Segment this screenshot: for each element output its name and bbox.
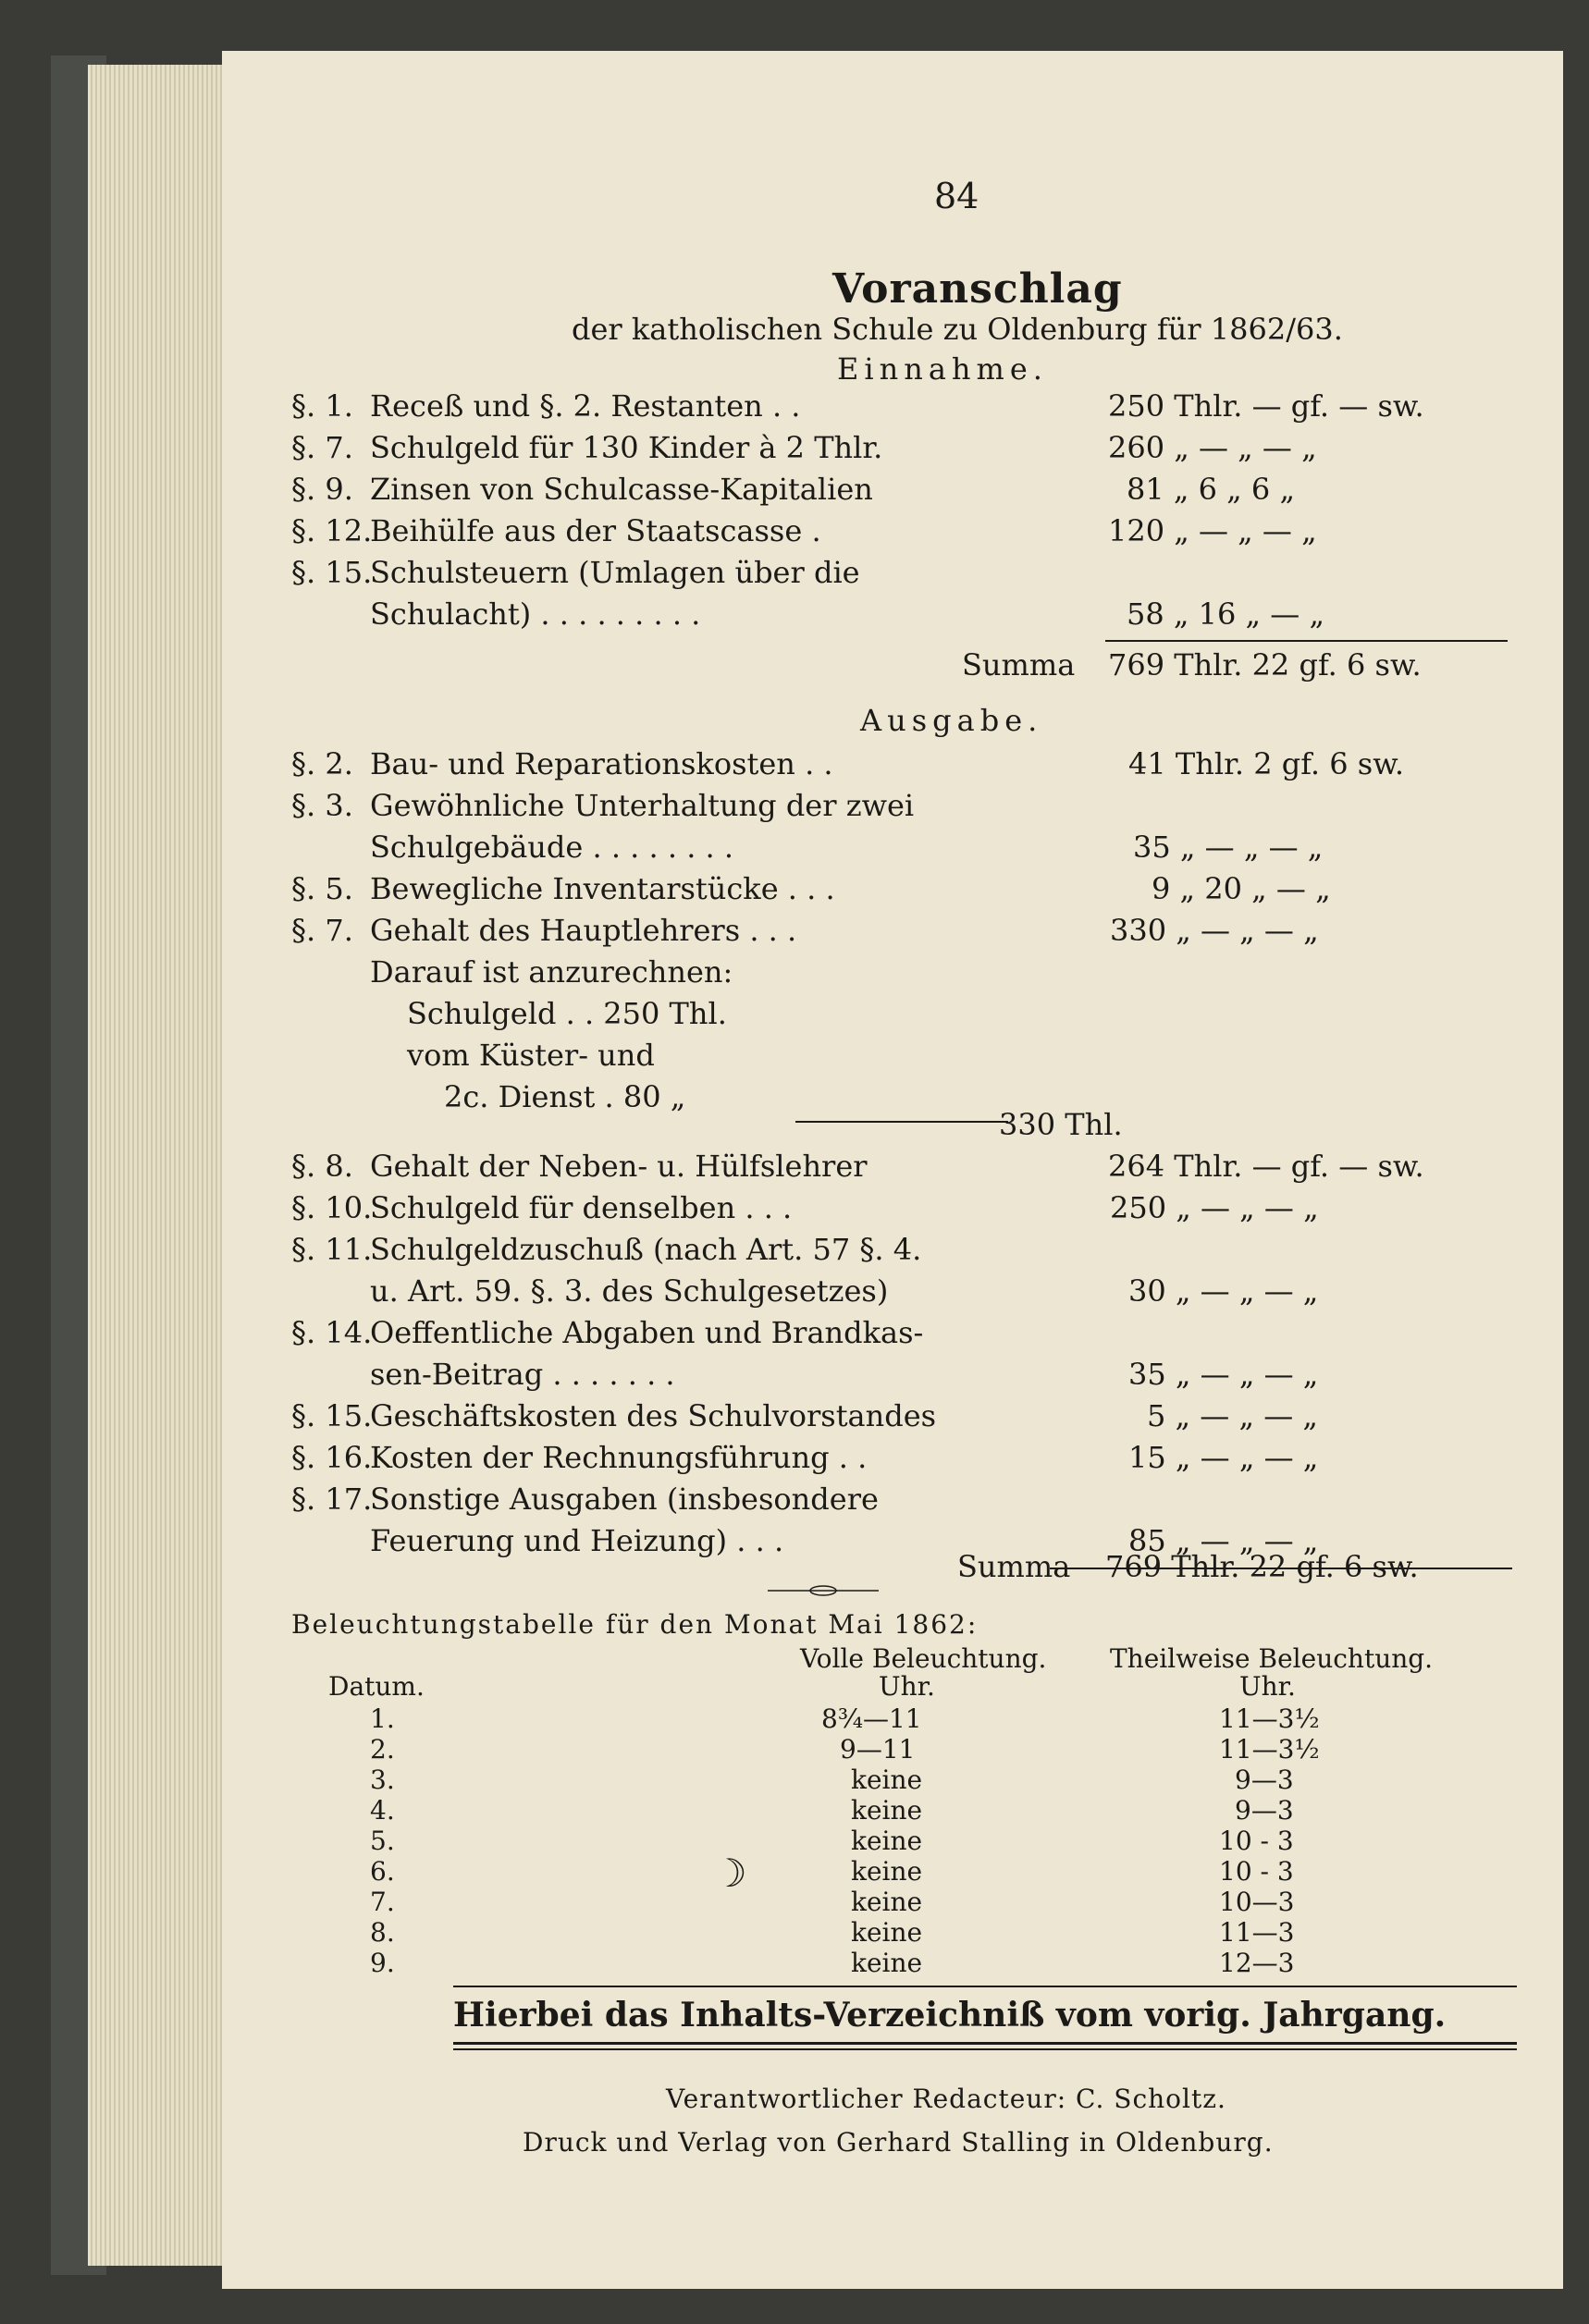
sum-rule (1105, 640, 1508, 642)
expense-para: §. 11. (291, 1232, 373, 1267)
expense-text: vom Küster- und (407, 1038, 655, 1073)
expense-text: Bau- und Reparationskosten . . (370, 746, 833, 781)
expense-amount: 15 „ — „ — „ (1128, 1440, 1319, 1475)
expense-para: §. 2. (291, 746, 353, 781)
expense-text: sen-Beitrag . . . . . . . (370, 1357, 675, 1392)
row-full: keine (851, 1887, 923, 1917)
expense-text: Schulgeld . . 250 Thl. (407, 996, 727, 1031)
row-partial: 11—3½ (1219, 1703, 1320, 1734)
row-partial: 11—3½ (1219, 1734, 1320, 1765)
expense-para: §. 14. (291, 1315, 373, 1350)
row-partial: 9—3 (1235, 1765, 1294, 1795)
income-amount: 58 „ 16 „ — „ (1127, 596, 1325, 632)
expense-para: §. 5. (291, 871, 353, 906)
expense-text: Kosten der Rechnungsführung . . (370, 1440, 868, 1475)
row-full: keine (851, 1826, 923, 1856)
expense-amount: 250 „ — „ — „ (1110, 1190, 1319, 1225)
income-text: Schulacht) . . . . . . . . . (370, 596, 701, 632)
expense-amount: 35 „ — „ — „ (1128, 1357, 1319, 1392)
income-text: Schulgeld für 130 Kinder à 2 Thlr. (370, 430, 883, 465)
subtotal-rule (795, 1121, 1008, 1123)
unit-full: Uhr. (879, 1671, 935, 1702)
expense-amount: 330 „ — „ — „ (1110, 913, 1319, 948)
income-amount: 260 „ — „ — „ (1108, 430, 1317, 465)
expense-text: Oeffentliche Abgaben und Brandkas- (370, 1315, 924, 1350)
expense-text: Schulgebäude . . . . . . . . (370, 830, 734, 865)
expense-text: Schulgeld für denselben . . . (370, 1190, 793, 1225)
expenses-sum-value: 769 Thlr. 22 gf. 6 sw. (1105, 1549, 1419, 1584)
row-full: 8¾—11 (821, 1703, 922, 1734)
expense-para: §. 3. (291, 788, 353, 823)
page-number: 84 (934, 176, 979, 216)
expense-amount: 264 Thlr. — gf. — sw. (1108, 1149, 1424, 1184)
page-subtitle: der katholischen Schule zu Oldenburg für 1862/63. (572, 312, 1343, 347)
row-full: keine (851, 1795, 923, 1826)
moon-phase-icon: ☽ (712, 1851, 747, 1896)
row-partial: 10 - 3 (1219, 1856, 1294, 1887)
expense-amount: 85 „ — „ — „ (1128, 1523, 1319, 1558)
notice-rule-top (453, 1986, 1517, 1987)
col-full-header: Volle Beleuchtung. (800, 1643, 1047, 1674)
page-title: Voranschlag (832, 265, 1123, 313)
expense-amount: 35 „ — „ — „ (1133, 830, 1324, 865)
expense-para: §. 16. (291, 1440, 373, 1475)
notice-rule-bottom (453, 2042, 1517, 2045)
income-sum-label: Summa (962, 647, 1076, 682)
expense-text: 330 Thl. (999, 1107, 1123, 1142)
expense-text: Gehalt des Hauptlehrers . . . (370, 913, 797, 948)
row-date: 4. (370, 1795, 395, 1826)
col-date-header: Datum. (328, 1671, 425, 1702)
row-partial: 10—3 (1219, 1887, 1295, 1917)
row-date: 6. (370, 1856, 395, 1887)
expense-text: Darauf ist anzurechnen: (370, 954, 733, 990)
income-amount: 250 Thlr. — gf. — sw. (1108, 388, 1424, 424)
expense-para: §. 8. (291, 1149, 353, 1184)
income-amount: 81 „ 6 „ 6 „ (1127, 472, 1296, 507)
row-date: 3. (370, 1765, 395, 1795)
income-amount: 120 „ — „ — „ (1108, 513, 1317, 548)
row-date: 9. (370, 1948, 395, 1978)
row-full: keine (851, 1765, 923, 1795)
expense-text: 2c. Dienst . 80 „ (444, 1079, 686, 1114)
row-date: 8. (370, 1917, 395, 1948)
notice-text: Hierbei das Inhalts-Verzeichniß vom vorig. Jahrgang. (453, 1996, 1447, 2035)
row-date: 7. (370, 1887, 395, 1917)
row-full: 9—11 (840, 1734, 916, 1765)
expense-amount: 5 „ — „ — „ (1147, 1398, 1318, 1433)
row-date: 2. (370, 1734, 395, 1765)
income-text: Schulsteuern (Umlagen über die (370, 555, 860, 590)
income-para: §. 15. (291, 555, 373, 590)
income-para: §. 7. (291, 430, 353, 465)
lighting-title: Beleuchtungstabelle für den Monat Mai 1862: (291, 1609, 979, 1640)
row-date: 1. (370, 1703, 395, 1734)
expense-text: Gewöhnliche Unterhaltung der zwei (370, 788, 915, 823)
income-heading: Einnahme. (837, 351, 1048, 387)
expenses-heading: Ausgabe. (860, 703, 1043, 738)
row-partial: 9—3 (1235, 1795, 1294, 1826)
expense-text: Geschäftskosten des Schulvorstandes (370, 1398, 937, 1433)
expense-para: §. 15. (291, 1398, 373, 1433)
row-partial: 11—3 (1219, 1917, 1295, 1948)
expense-para: §. 7. (291, 913, 353, 948)
page-edges (88, 65, 227, 2266)
expense-text: Schulgeldzuschuß (nach Art. 57 §. 4. (370, 1232, 922, 1267)
ornament-divider (768, 1581, 879, 1600)
row-partial: 12—3 (1219, 1948, 1295, 1978)
expense-amount: 41 Thlr. 2 gf. 6 sw. (1128, 746, 1404, 781)
income-text: Receß und §. 2. Restanten . . (370, 388, 801, 424)
expense-para: §. 10. (291, 1190, 373, 1225)
income-para: §. 9. (291, 472, 353, 507)
expense-para: §. 17. (291, 1482, 373, 1517)
expense-text: u. Art. 59. §. 3. des Schulgesetzes) (370, 1273, 889, 1309)
income-text: Beihülfe aus der Staatscasse . (370, 513, 821, 548)
income-text: Zinsen von Schulcasse-Kapitalien (370, 472, 873, 507)
notice-rule-bottom2 (453, 2048, 1517, 2050)
expense-text: Feuerung und Heizung) . . . (370, 1523, 784, 1558)
expense-text: Sonstige Ausgaben (insbesondere (370, 1482, 879, 1517)
expense-text: Gehalt der Neben- u. Hülfslehrer (370, 1149, 868, 1184)
row-full: keine (851, 1856, 923, 1887)
income-para: §. 1. (291, 388, 353, 424)
expense-amount: 9 „ 20 „ — „ (1152, 871, 1331, 906)
expense-amount: 30 „ — „ — „ (1128, 1273, 1319, 1309)
publisher-line: Druck und Verlag von Gerhard Stalling in Oldenburg. (523, 2127, 1274, 2158)
expenses-sum-label: Summa (957, 1549, 1071, 1584)
expense-text: Bewegliche Inventarstücke . . . (370, 871, 835, 906)
row-date: 5. (370, 1826, 395, 1856)
unit-partial: Uhr. (1239, 1671, 1296, 1702)
row-full: keine (851, 1917, 923, 1948)
income-para: §. 12. (291, 513, 373, 548)
editor-line: Verantwortlicher Redacteur: C. Scholtz. (666, 2084, 1226, 2114)
col-partial-header: Theilweise Beleuchtung. (1110, 1643, 1434, 1674)
book-page (222, 51, 1563, 2289)
row-full: keine (851, 1948, 923, 1978)
row-partial: 10 - 3 (1219, 1826, 1294, 1856)
income-sum-value: 769 Thlr. 22 gf. 6 sw. (1108, 647, 1422, 682)
